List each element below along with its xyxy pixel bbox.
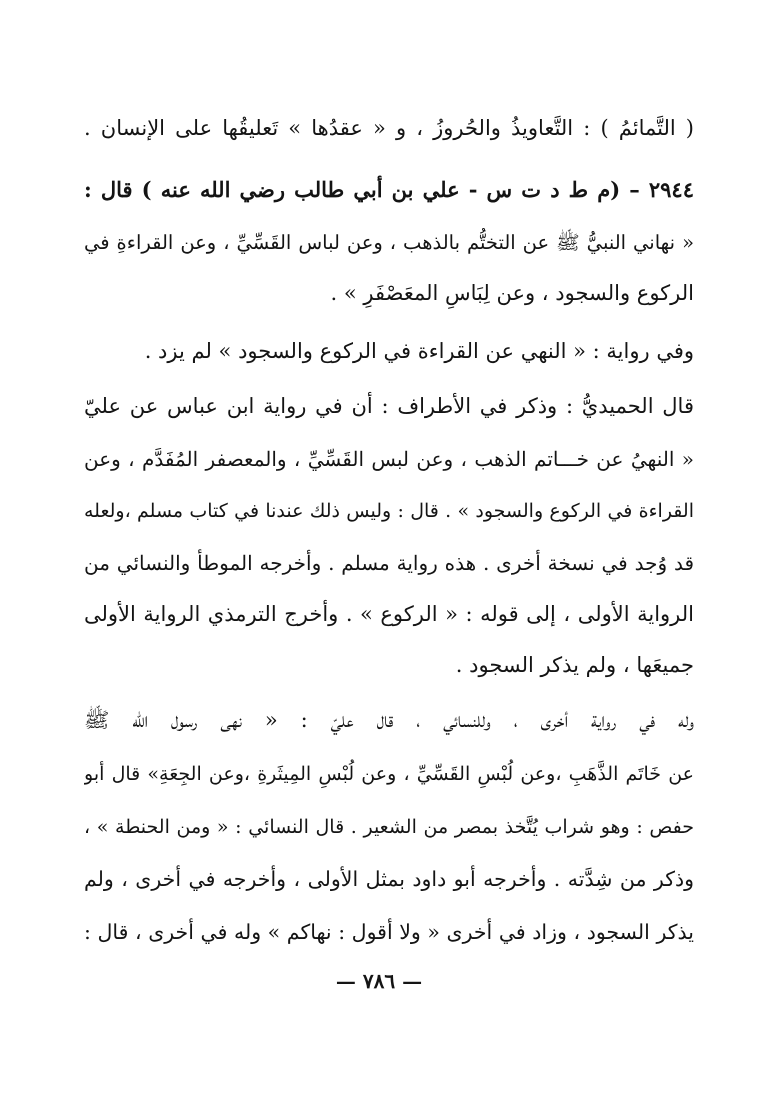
text-line: حفص : وهو شراب يُتَّخذ بمصر من الشعير . قال النسائي : « ومن الحنطة » ، [84,816,694,838]
text-line: « نهاني النبيُّ ﷺ عن التختُّم بالذهب ، وعن لباس القَسِّيِّ ، وعن القراءةِ في [84,231,694,254]
text-line: وذكر من شِدَّته . وأخرجه أبو داود بمثل الأولى ، وأخرجه في أخرى ، ولم [84,867,694,891]
text-line: يذكر السجود ، وزاد في أخرى « ولا أقول : نهاكم » وله في أخرى ، قال : [84,920,694,944]
text-line: الرواية الأولى ، إلى قوله : « الركوع » . وأخرج الترمذي الرواية الأولى [84,602,694,626]
text-line: قد وُجد في نسخة أخرى . هذه رواية مسلم . وأخرجه الموطأ والنسائي من [84,551,694,575]
text-line: وله في رواية أخرى ، وللنسائي ، قال عليّ : « نهى رسول الله ﷺ [84,708,694,732]
page-number: — ٧٨٦ — [335,969,423,993]
text-line: وفي رواية : « النهي عن القراءة في الركوع والسجود » لم يزد . [144,339,694,363]
text-line: عن خَاتَم الذَّهَبِ ،وعن لُبْسِ القَسِّيِّ ، وعن لُبْسِ المِيثَرةِ ،وعن الجِعَةِ» قال أبو [84,763,694,785]
text-line: قال الحميديُّ : وذكر في الأطراف : أن في رواية ابن عباس عن عليّ [84,394,694,418]
hadith-heading: ٢٩٤٤ – (م ط د ت س - علي بن أبي طالب رضي الله عنه ) قال : [84,177,694,202]
text-line: « النهيُ عن خـــاتم الذهب ، وعن لبس القَسِّيِّ ، والمعصفر المُفَدَّم ، وعن [84,447,694,471]
text-line: الركوع والسجود ، وعن لِبَاسِ المعَصْفَرِ » . [330,281,694,305]
text-line: القراءة في الركوع والسجود » . قال : وليس ذلك عندنا في كتاب مسلم ،ولعله [84,500,694,522]
text-line: جميعَها ، ولم يذكر السجود . [455,653,694,677]
text-line: ( التَّمائمُ ) : التَّعاويذُ والحُروزُ ، و « عقدُها » تَعليقُها على الإنسان . [84,116,694,140]
